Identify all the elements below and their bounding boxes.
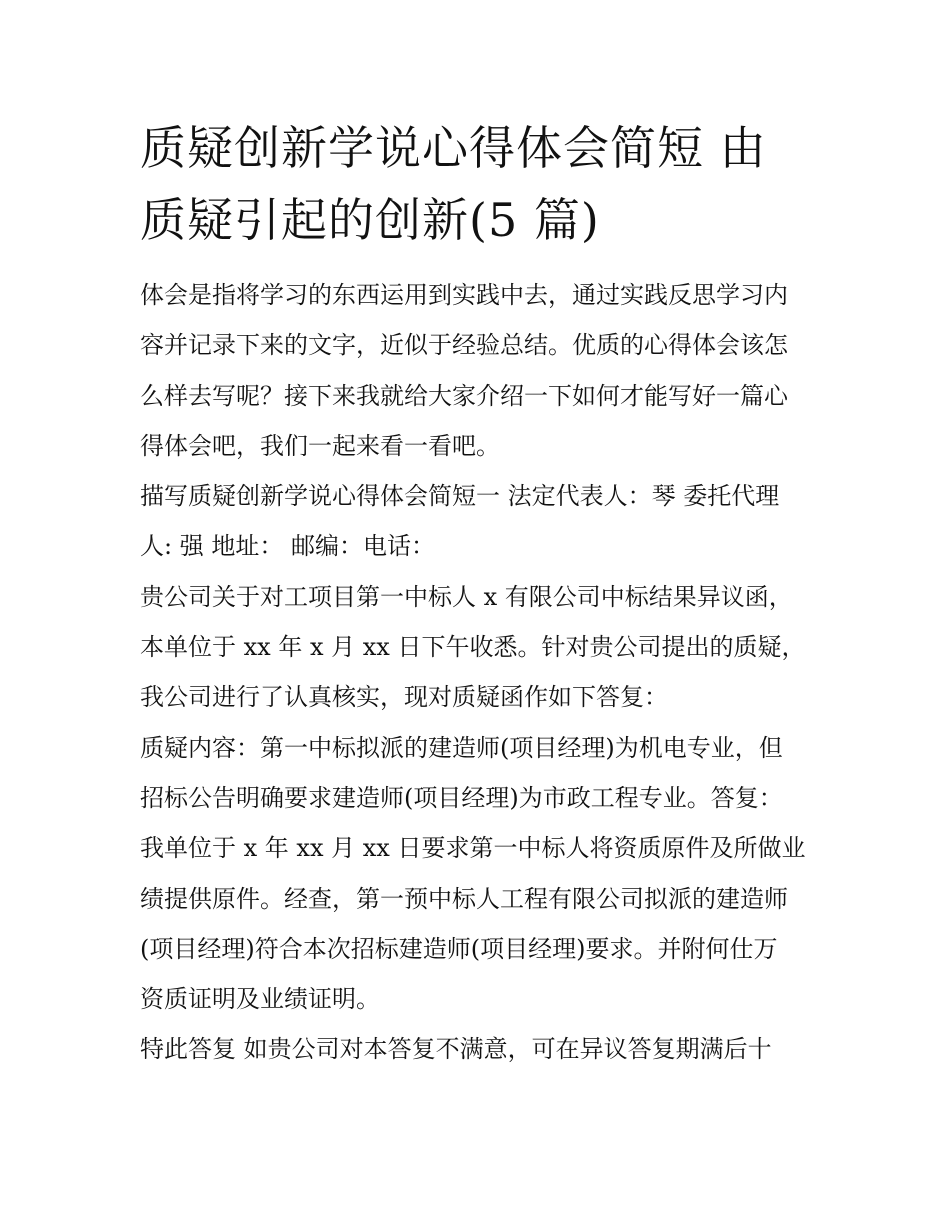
body-line: 特此答复 如贵公司对本答复不满意，可在异议答复期满后十 — [140, 1035, 772, 1064]
document-page — [140, 112, 815, 1075]
body-line: 质疑内容：第一中标拟派的建造师(项目经理)为机电专业，但 — [140, 733, 783, 762]
body-line: (项目经理)符合本次招标建造师(项目经理)要求。并附何仕万 — [140, 934, 778, 963]
body-line: 描写质疑创新学说心得体会简短一 法定代表人：琴 委托代理 — [140, 482, 780, 511]
body-line: 贵公司关于对工项目第一中标人 x 有限公司中标结果异议函， — [140, 582, 793, 611]
document-title — [140, 112, 815, 256]
body-line: 人: 强 地址： 邮编：电话： — [140, 532, 435, 561]
body-line: 招标公告明确要求建造师(项目经理)为市政工程专业。答复： — [140, 783, 783, 812]
body-line: 我单位于 x 年 xx 月 xx 日要求第一中标人将资质原件及所做业 — [140, 834, 806, 863]
body-line: 体会是指将学习的东西运用到实践中去，通过实践反思学习内 — [140, 281, 788, 309]
body-line: 资质证明及业绩证明。 — [140, 985, 380, 1014]
body-line: 本单位于 xx 年 x 月 xx 日下午收悉。针对贵公司提出的质疑， — [140, 633, 806, 662]
body-line: 容并记录下来的文字，近似于经验总结。优质的心得体会该怎 — [140, 331, 788, 360]
body-line: 我公司进行了认真核实，现对质疑函作如下答复： — [140, 683, 668, 712]
body-line: 绩提供原件。经查，第一预中标人工程有限公司拟派的建造师 — [140, 884, 788, 913]
title-line: 质疑引起的创新(5 篇) — [140, 193, 600, 247]
title-line: 质疑创新学说心得体会简短 由 — [140, 121, 767, 175]
body-line: 么样去写呢？接下来我就给大家介绍一下如何才能写好一篇心 — [140, 381, 788, 410]
document-body — [140, 270, 815, 1075]
body-line: 得体会吧，我们一起来看一看吧。 — [140, 431, 500, 460]
